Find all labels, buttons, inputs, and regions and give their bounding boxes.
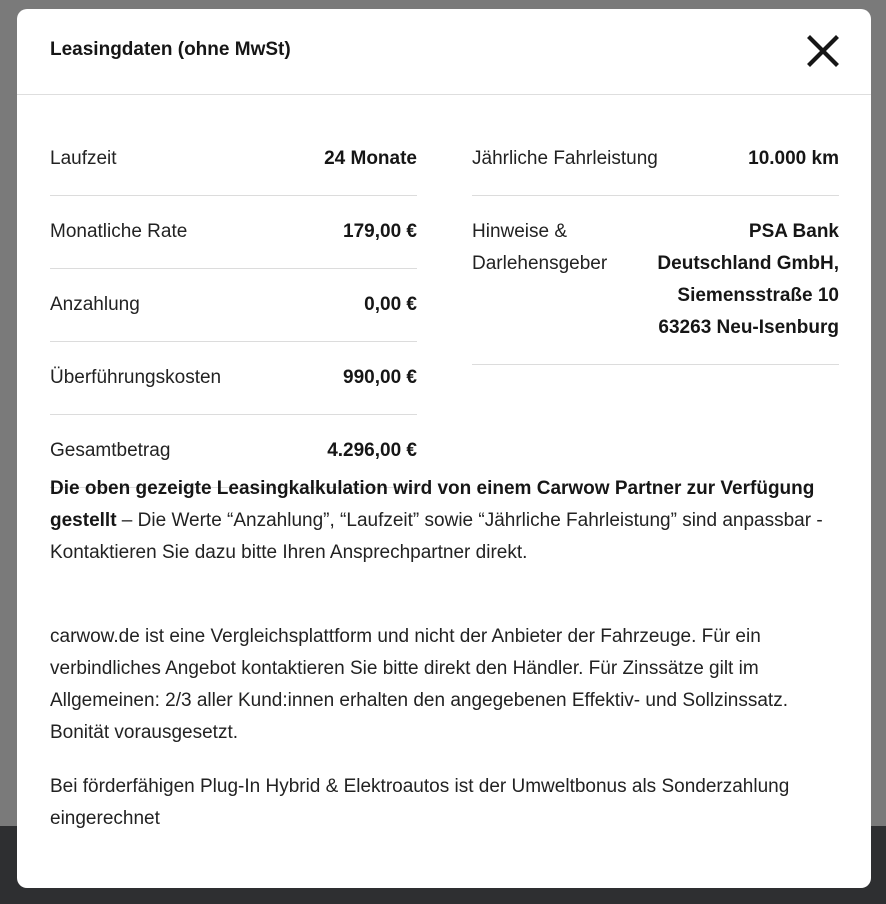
row-label: Hinweise & Darlehensgeber <box>472 221 608 274</box>
row-laufzeit <box>50 127 417 196</box>
row-value: 4.296,00 € <box>327 440 417 461</box>
close-button[interactable] <box>805 33 841 69</box>
row-value: 179,00 € <box>343 221 417 242</box>
row-label: Gesamtbetrag <box>50 440 171 461</box>
modal-header <box>17 9 871 95</box>
row-label: Anzahlung <box>50 294 140 315</box>
leasing-data-grid <box>50 127 839 488</box>
row-value: 990,00 € <box>343 367 417 388</box>
left-column <box>50 127 417 488</box>
row-label: Laufzeit <box>50 148 117 169</box>
row-value: 0,00 € <box>364 294 417 315</box>
row-monatliche-rate <box>50 196 417 269</box>
partner-disclaimer <box>50 473 840 569</box>
umweltbonus-note: Bei förderfähigen Plug-In Hybrid & Elektroautos ist der Umweltbonus als Sonderzahlung eingerechnet <box>50 776 790 829</box>
row-value: PSA Bank Deutschland GmbH, Siemensstraße 10 63263 Neu-Isenburg <box>657 221 839 338</box>
row-ueberfuehrungskosten <box>50 342 417 415</box>
row-jaehrliche-fahrleistung <box>472 127 839 196</box>
row-label: Jährliche Fahrleistung <box>472 148 658 169</box>
row-value: 24 Monate <box>324 148 417 169</box>
disclaimer-bold: Die oben gezeigte Leasingkalkulation wird von einem Carwow Partner zur Verfügung gestellt <box>50 478 815 531</box>
row-value: 10.000 km <box>748 148 839 169</box>
platform-disclaimer: carwow.de ist eine Vergleichsplattform und nicht der Anbieter der Fahrzeuge. Für ein verbindliches Angebot kontaktieren Sie bitte direkt den Händler. Für Zinssätze gilt im Allgemeinen: 2/3 aller Kund:innen erhalten den angegebenen Effektiv- und Sollzinssatz. Bonität vorausgesetzt. <box>50 626 788 743</box>
disclaimer-rest: – Die Werte “Anzahlung”, “Laufzeit” sowie “Jährliche Fahrleistung” sind anpassbar - Kontaktieren Sie dazu bitte Ihren Ansprechpartner direkt. <box>50 510 823 563</box>
right-column <box>472 127 839 488</box>
row-label: Monatliche Rate <box>50 221 188 242</box>
row-label: Überführungskosten <box>50 367 222 388</box>
row-darlehensgeber <box>472 196 839 365</box>
leasing-details-modal <box>17 9 871 888</box>
modal-title: Leasingdaten (ohne MwSt) <box>50 39 291 60</box>
row-anzahlung <box>50 269 417 342</box>
close-icon <box>805 33 841 69</box>
